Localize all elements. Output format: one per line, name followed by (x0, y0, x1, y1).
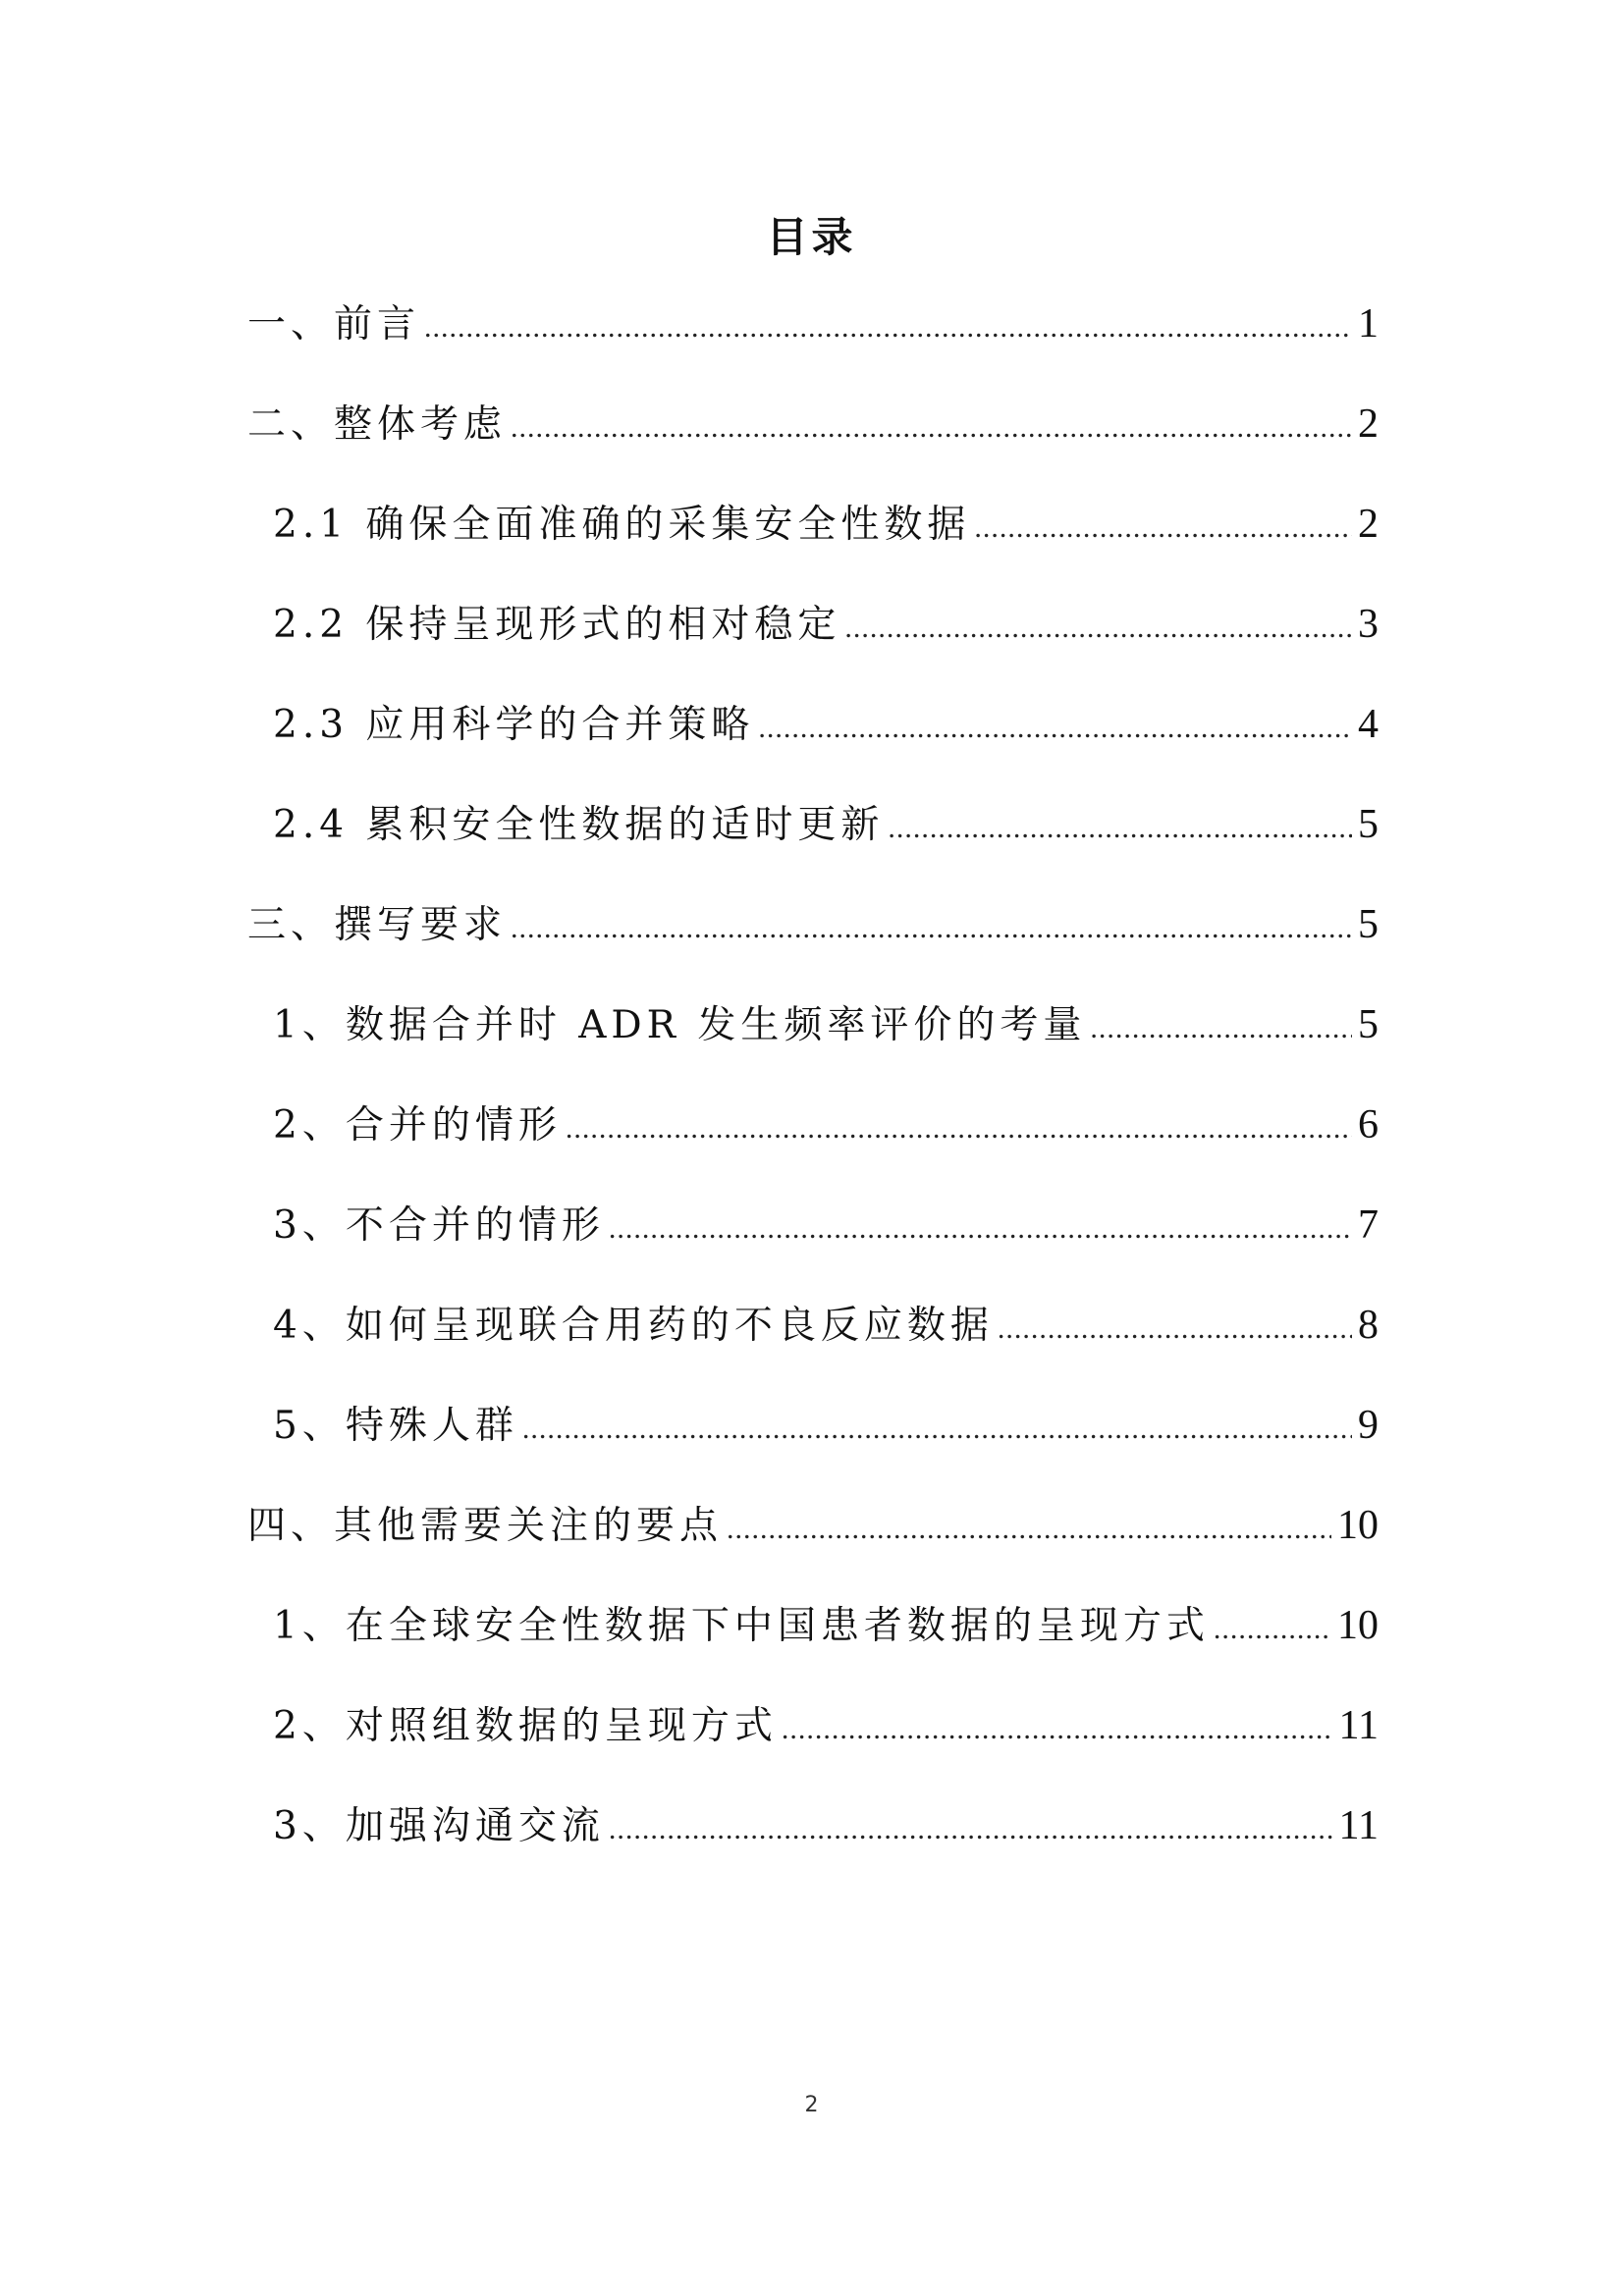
toc-entry-4-1[interactable] (247, 1596, 1379, 1655)
toc-entry-overall[interactable] (247, 395, 1379, 454)
toc-leader-dots (511, 399, 1352, 457)
toc-entry-label: 1、在全球安全性数据下中国患者数据的呈现方式 (273, 1604, 1210, 1648)
toc-leader-dots (566, 1099, 1352, 1158)
toc-leader-dots (782, 1700, 1333, 1759)
toc-entry-label: 3、加强沟通交流 (273, 1804, 605, 1848)
toc-entry-4-3[interactable] (247, 1796, 1379, 1855)
page-title: 目录 (766, 213, 857, 261)
toc-entry-preface[interactable] (247, 294, 1379, 353)
toc-entry-2-3[interactable] (247, 695, 1379, 754)
toc-entry-label: 2.1 确保全面准确的采集安全性数据 (273, 503, 971, 547)
toc-leader-dots (609, 1200, 1352, 1258)
toc-entry-page: 5 (1358, 902, 1379, 947)
toc-leader-dots (844, 599, 1352, 658)
toc-entry-label: 3、不合并的情形 (273, 1203, 605, 1248)
toc-entry-page: 10 (1337, 1503, 1379, 1548)
toc-leader-dots (511, 899, 1352, 958)
toc-entry-page: 5 (1358, 1002, 1379, 1047)
toc-leader-dots (424, 298, 1352, 357)
toc-entry-2-1[interactable] (247, 495, 1379, 554)
toc-entry-page: 3 (1358, 602, 1379, 647)
toc-entry-page: 11 (1338, 1803, 1379, 1848)
toc-entry-3-2[interactable] (247, 1095, 1379, 1154)
toc-entry-page: 2 (1358, 502, 1379, 547)
toc-leader-dots (888, 799, 1352, 858)
toc-leader-dots (1090, 999, 1352, 1058)
toc-entry-label: 二、整体考虑 (247, 402, 508, 447)
toc-entry-page: 9 (1358, 1403, 1379, 1448)
footer-page-number: 2 (804, 2093, 819, 2117)
toc-leader-dots (758, 699, 1352, 758)
toc-entry-label: 一、前言 (247, 302, 421, 347)
toc-leader-dots (974, 499, 1352, 558)
toc-leader-dots (1214, 1600, 1331, 1659)
toc-entry-page: 1 (1358, 301, 1379, 347)
toc-entry-2-2[interactable] (247, 595, 1379, 654)
toc-entry-label: 2、对照组数据的呈现方式 (273, 1704, 778, 1748)
toc-entry-label: 四、其他需要关注的要点 (247, 1504, 724, 1548)
toc-entry-page: 11 (1338, 1703, 1379, 1748)
toc-leader-dots (998, 1300, 1352, 1359)
toc-entry-3-1[interactable] (247, 995, 1379, 1054)
toc-entry-page: 6 (1358, 1102, 1379, 1148)
toc-entry-label: 2、合并的情形 (273, 1103, 562, 1148)
toc-entry-4-2[interactable] (247, 1696, 1379, 1755)
toc-entry-other-points[interactable] (247, 1496, 1379, 1555)
toc-entry-page: 2 (1358, 401, 1379, 447)
toc-entry-3-4[interactable] (247, 1296, 1379, 1355)
toc-entry-label: 2.3 应用科学的合并策略 (273, 703, 755, 747)
toc-entry-3-5[interactable] (247, 1396, 1379, 1455)
toc-entry-page: 5 (1358, 802, 1379, 847)
toc-entry-label: 4、如何呈现联合用药的不良反应数据 (273, 1304, 994, 1348)
toc-entry-label: 三、撰写要求 (247, 903, 508, 947)
toc-entry-label: 1、数据合并时 ADR 发生频率评价的考量 (273, 1003, 1087, 1047)
toc-leader-dots (609, 1800, 1333, 1859)
toc-leader-dots (522, 1400, 1352, 1459)
toc-entry-page: 8 (1358, 1303, 1379, 1348)
toc-entry-label: 2.2 保持呈现形式的相对稳定 (273, 603, 841, 647)
toc-entry-3-3[interactable] (247, 1196, 1379, 1255)
toc-entry-2-4[interactable] (247, 795, 1379, 854)
toc-leader-dots (727, 1500, 1331, 1559)
toc-entry-page: 10 (1337, 1603, 1379, 1648)
toc-entry-writing-requirements[interactable] (247, 895, 1379, 954)
toc-entry-label: 5、特殊人群 (273, 1404, 518, 1448)
toc-entry-label: 2.4 累积安全性数据的适时更新 (273, 803, 885, 847)
toc-entry-page: 4 (1358, 702, 1379, 747)
toc-entry-page: 7 (1358, 1202, 1379, 1248)
